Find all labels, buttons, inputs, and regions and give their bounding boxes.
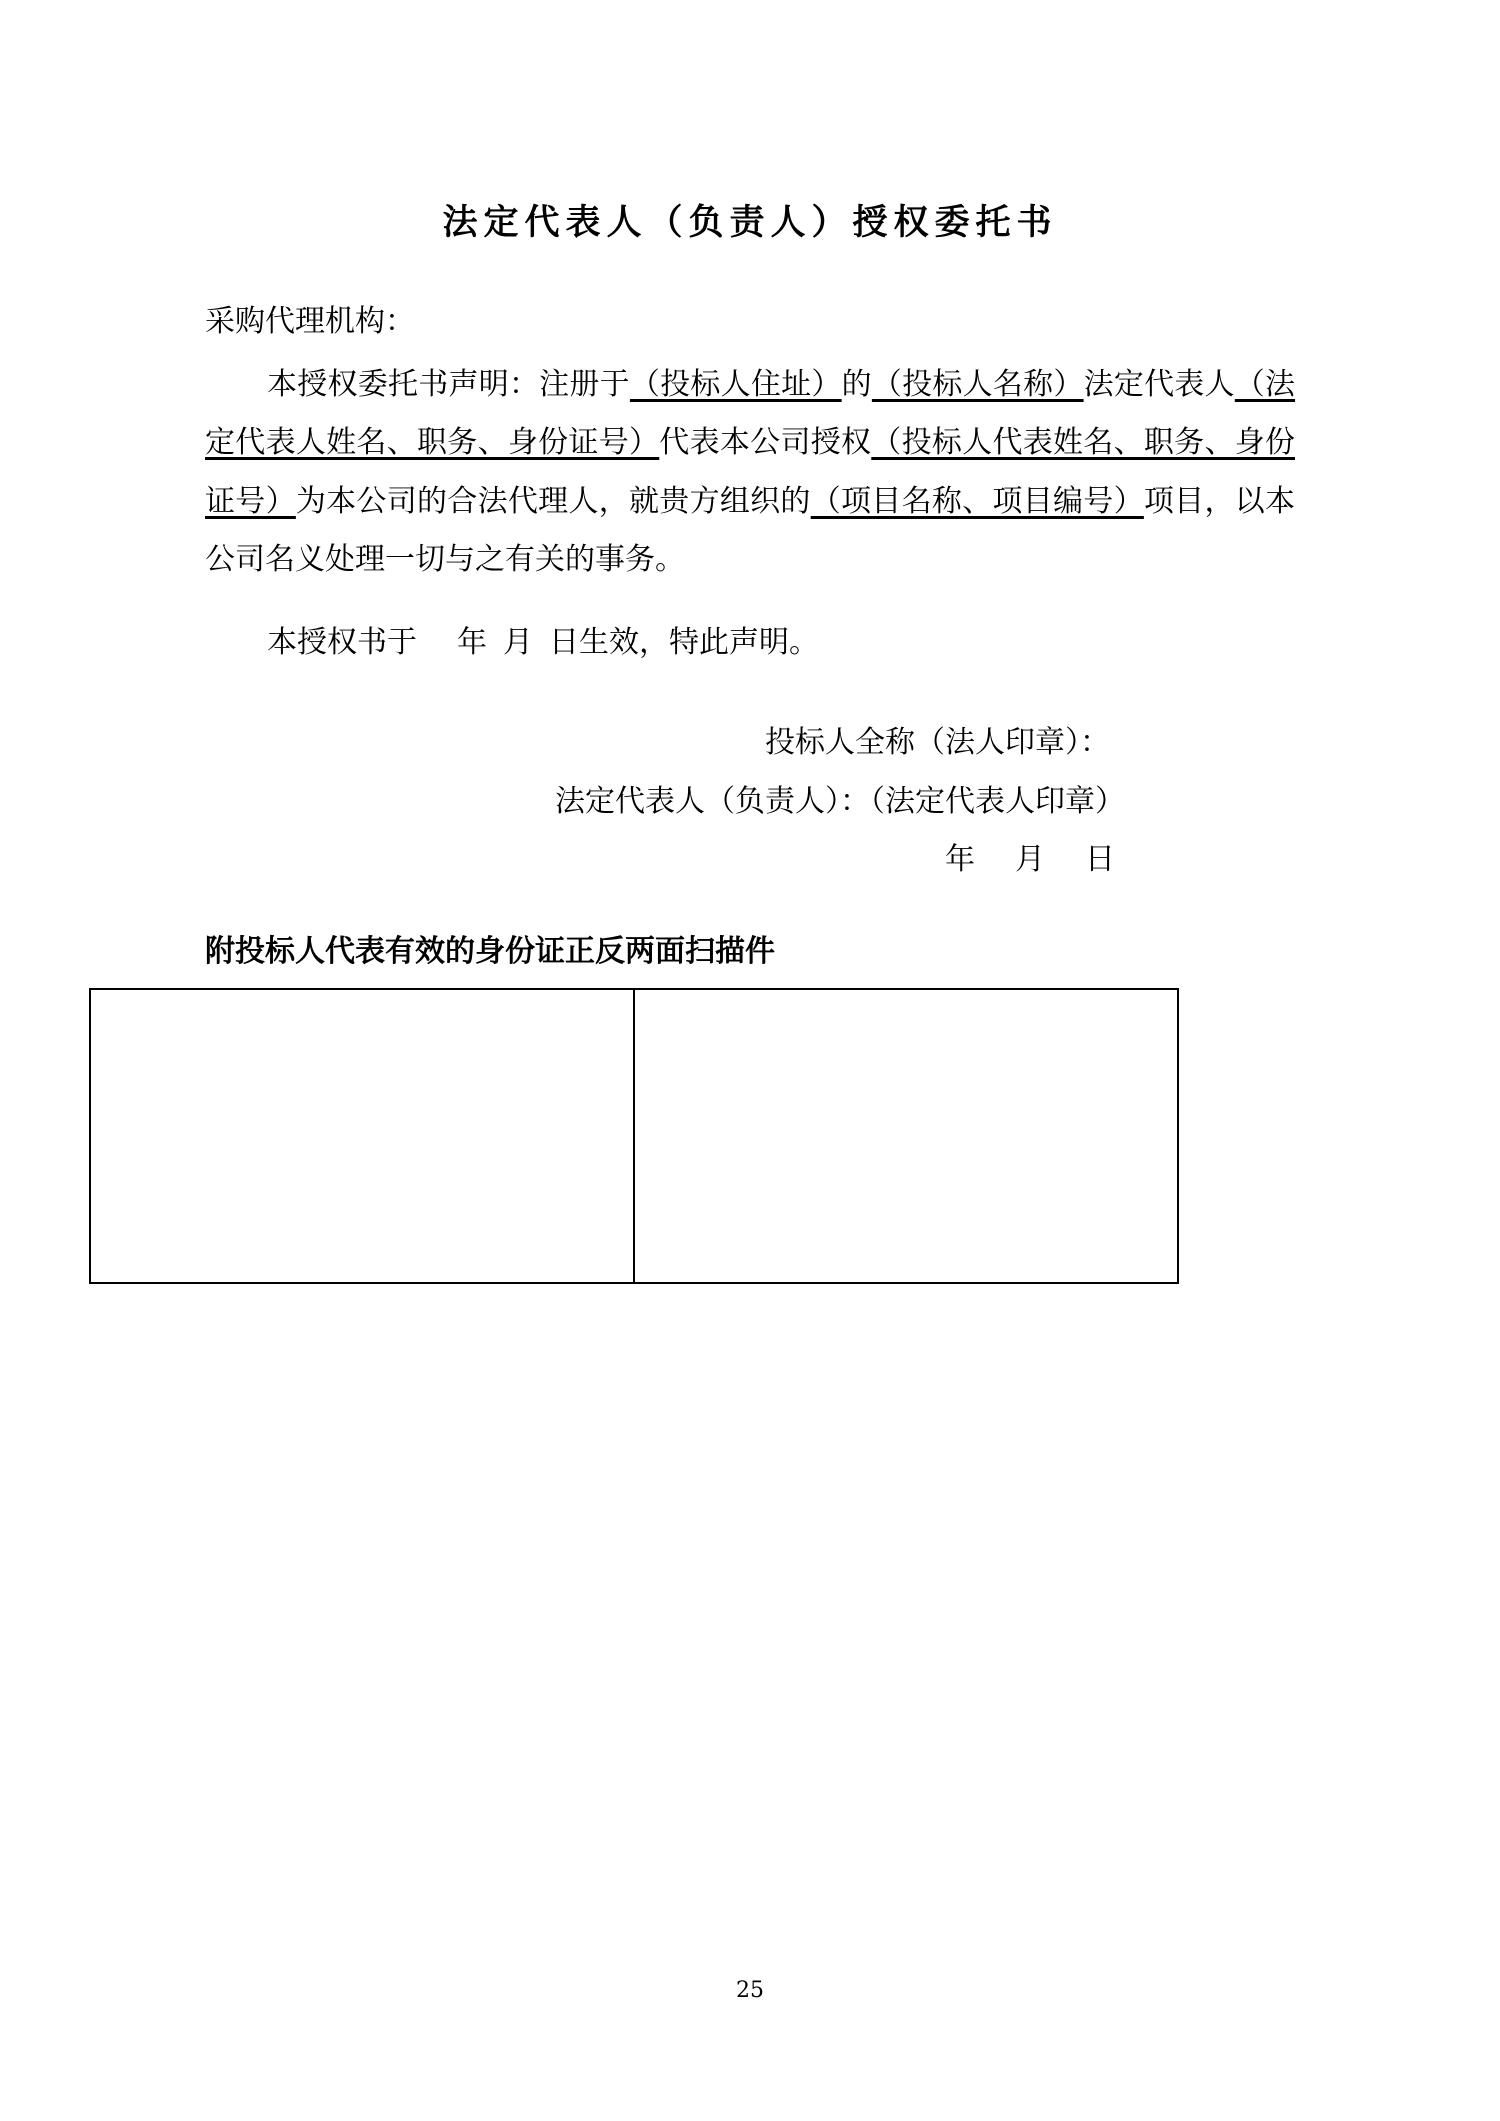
legal-representative-line: 法定代表人（负责人）：（法定代表人印章） (555, 783, 1125, 819)
addressee-line: 采购代理机构： (205, 304, 415, 339)
blank-agent-info: （投标人代表姓名、职务、身份证号） (205, 425, 1296, 519)
table-row (90, 989, 1178, 1283)
signature-year: 年 (945, 842, 975, 877)
para-text-b: 的 (841, 366, 872, 402)
para-text-d: 代表本公司授权 (659, 425, 872, 460)
effective-month: 月 (503, 624, 533, 660)
para-text-e: 为本公司的合法代理人，就贵方组织的 (295, 483, 811, 519)
attachment-note: 附投标人代表有效的身份证正反两面扫描件 (205, 933, 775, 969)
para-text-a: 本授权委托书声明：注册于 (267, 366, 630, 402)
document-content (205, 195, 1295, 1284)
effective-year: 年 (457, 624, 487, 660)
blank-bidder-name: （投标人名称） (871, 366, 1084, 402)
effective-day: 日生效，特此声明。 (549, 624, 819, 660)
signature-day: 日 (1085, 842, 1115, 877)
signature-month: 月 (1015, 842, 1045, 877)
id-front-cell[interactable] (90, 989, 634, 1283)
signature-date-line (205, 831, 1295, 890)
page-number: 25 (736, 1978, 764, 2003)
signature-block (205, 714, 1295, 890)
id-scan-table (89, 988, 1179, 1284)
blank-bidder-address: （投标人住址） (629, 366, 842, 402)
effective-prefix: 本授权书于 (267, 624, 417, 660)
id-scan-table-wrapper (147, 988, 1237, 1284)
effective-date-line (205, 614, 1295, 673)
blank-project-info: （项目名称、项目编号） (810, 483, 1144, 519)
id-back-cell[interactable] (634, 989, 1178, 1283)
page-title: 法定代表人（负责人）授权委托书 (442, 203, 1058, 243)
bidder-full-name-line: 投标人全称（法人印章）： (765, 725, 1110, 760)
para-text-f: 项目，以本公司名义处理一切与之有关的事务。 (205, 483, 1296, 577)
authorization-paragraph (205, 356, 1295, 590)
para-text-c: 法定代表人 (1083, 366, 1235, 402)
blank-legal-rep-info: （法定代表人姓名、职务、身份证号） (205, 366, 1296, 460)
